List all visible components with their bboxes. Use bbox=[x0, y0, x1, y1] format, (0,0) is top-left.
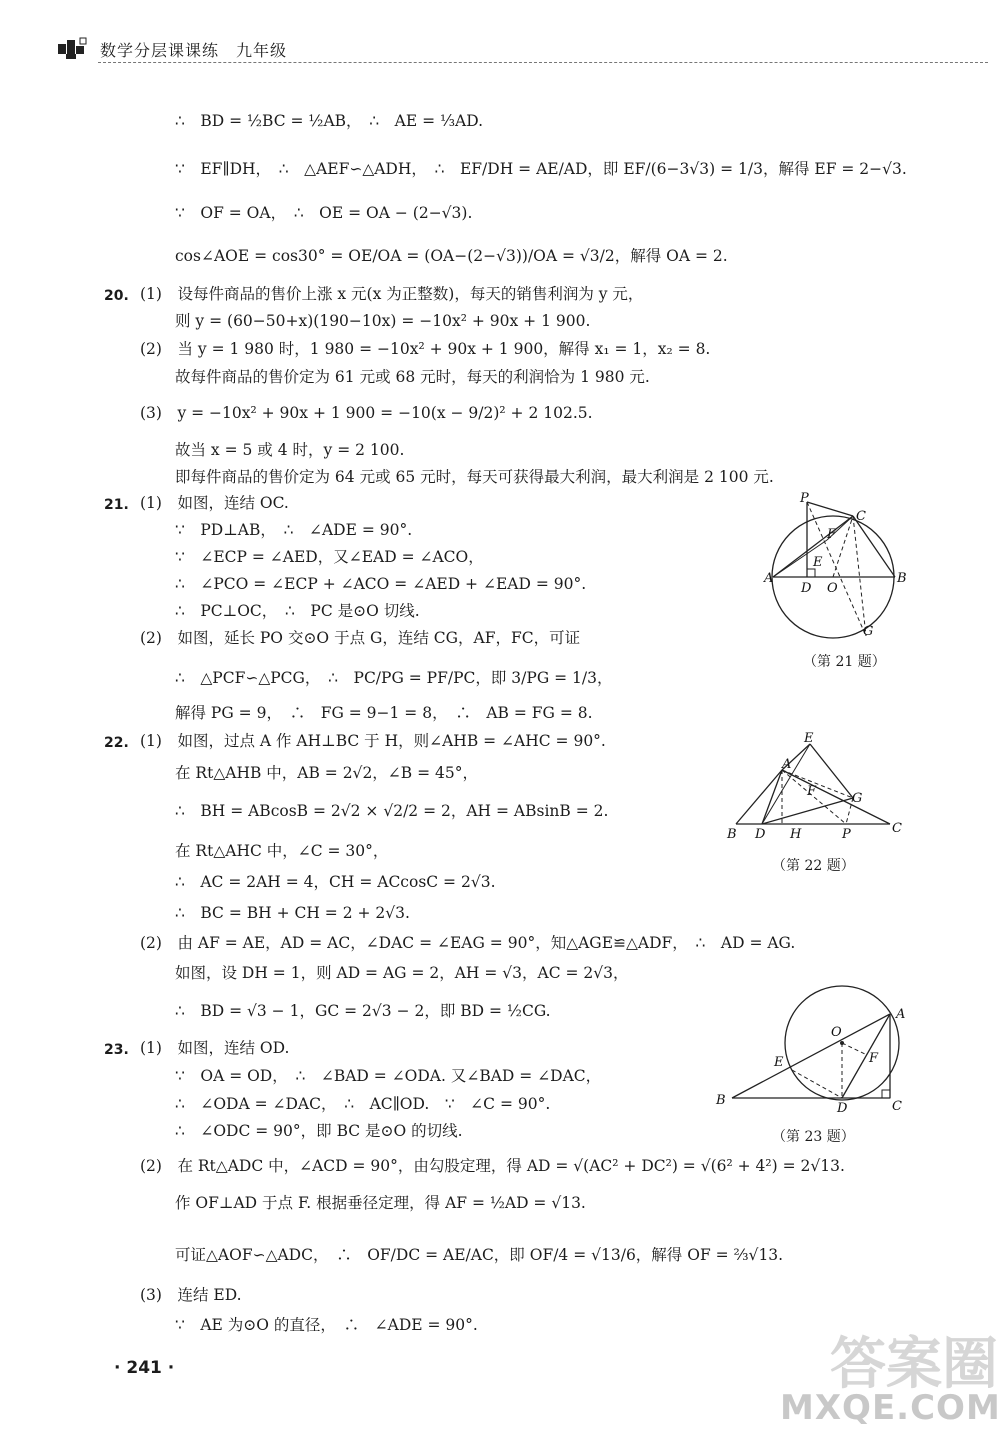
point-label: F bbox=[827, 527, 837, 542]
text-line: ∴ BC = BH + CH = 2 + 2√3. bbox=[175, 904, 410, 922]
point-label: H bbox=[790, 827, 802, 842]
text-line: ∵ AE 为⊙O 的直径， ∴ ∠ADE = 90°. bbox=[175, 1316, 478, 1334]
point-label: C bbox=[892, 821, 902, 836]
problem-number: 21. bbox=[104, 497, 129, 513]
watermark-logo: 答案圈 bbox=[830, 1332, 998, 1397]
text-line: 即每件商品的售价定为 64 元或 65 元时，每天可获得最大利润，最大利润是 2 100 元. bbox=[175, 468, 774, 486]
text-line: ∵ PD⊥AB， ∴ ∠ADE = 90°. bbox=[175, 521, 413, 539]
text-line: ∴ ∠ODA = ∠DAC， ∴ AC∥OD. ∵ ∠C = 90°. bbox=[175, 1095, 551, 1113]
text-line: 故每件商品的售价定为 61 元或 68 元时，每天的利润恰为 1 980 元. bbox=[175, 368, 650, 386]
text-line: ∵ ∠ECP = ∠AED，又∠EAD = ∠ACO， bbox=[175, 548, 484, 566]
text-line: 故当 x = 5 或 4 时，y = 2 100. bbox=[175, 441, 405, 459]
text-line: (3) y = −10x² + 90x + 1 900 = −10(x − 9/2)² + 2 102.5. bbox=[140, 404, 593, 422]
figure-23-diagram bbox=[712, 990, 912, 1120]
point-label: A bbox=[764, 571, 774, 586]
text-line: 在 Rt△AHB 中，AB = 2√2，∠B = 45°， bbox=[175, 764, 478, 782]
figure-21-caption: （第 21 题） bbox=[803, 654, 886, 670]
text-line: (1) 设每件商品的售价上涨 x 元(x 为正整数)，每天的销售利润为 y 元， bbox=[140, 285, 644, 303]
point-label: P bbox=[842, 827, 851, 842]
point-label: C bbox=[892, 1099, 902, 1114]
text-line: 可证△AOF∽△ADC， ∴ OF/DC = AE/AC，即 OF/4 = √13/6，解得 OF = ⅔√13. bbox=[175, 1246, 784, 1264]
text-line: ∴ △PCF∽△PCG， ∴ PC/PG = PF/PC，即 3/PG = 1/3， bbox=[175, 669, 613, 687]
text-line: ∴ ∠ODC = 90°，即 BC 是⊙O 的切线. bbox=[175, 1122, 463, 1140]
text-line: (2) 由 AF = AE，AD = AC，∠DAC = ∠EAG = 90°，知△AGE≌△ADF， ∴ AD = AG. bbox=[140, 934, 796, 952]
figure-22-diagram bbox=[722, 732, 912, 844]
text-line: (2) 在 Rt△ADC 中，∠ACD = 90°，由勾股定理，得 AD = √(AC² + DC²) = √(6² + 4²) = 2√13. bbox=[140, 1157, 845, 1175]
point-label: F bbox=[807, 784, 817, 799]
point-label: B bbox=[897, 571, 907, 586]
point-label: G bbox=[863, 624, 874, 639]
book-logo-icon bbox=[58, 38, 90, 60]
text-line: 在 Rt△AHC 中，∠C = 30°， bbox=[175, 842, 389, 860]
text-line: 作 OF⊥AD 于点 F. 根据垂径定理，得 AF = ½AD = √13. bbox=[175, 1194, 586, 1212]
point-label: D bbox=[801, 581, 812, 596]
text-line: 如图，设 DH = 1，则 AD = AG = 2，AH = √3，AC = 2√3， bbox=[175, 964, 629, 982]
text-line: (1) 如图，过点 A 作 AH⊥BC 于 H，则∠AHB = ∠AHC = 90°. bbox=[140, 732, 606, 750]
problem-number: 23. bbox=[104, 1042, 129, 1058]
point-label: P bbox=[800, 491, 809, 506]
point-label: A bbox=[896, 1007, 906, 1022]
page-header bbox=[58, 36, 988, 66]
point-label: F bbox=[869, 1051, 879, 1066]
point-label: C bbox=[856, 509, 866, 524]
text-line: ∴ BD = ½BC = ½AB， ∴ AE = ⅓AD. bbox=[175, 112, 484, 130]
text-line: ∴ AC = 2AH = 4，CH = ACcosC = 2√3. bbox=[175, 873, 496, 891]
text-line: (1) 如图，连结 OD. bbox=[140, 1039, 290, 1057]
figure-21-diagram bbox=[765, 490, 915, 650]
text-line: (3) 连结 ED. bbox=[140, 1286, 242, 1304]
point-label: O bbox=[827, 581, 838, 596]
text-line: ∴ PC⊥OC， ∴ PC 是⊙O 切线. bbox=[175, 602, 420, 620]
figure-23-caption: （第 23 题） bbox=[772, 1129, 855, 1145]
header-divider bbox=[98, 62, 988, 63]
point-label: E bbox=[804, 731, 814, 746]
problem-number: 20. bbox=[104, 288, 129, 304]
header-title: 数学分层课课练 九年级 bbox=[100, 41, 288, 60]
text-line: 解得 PG = 9， ∴ FG = 9−1 = 8， ∴ AB = FG = 8. bbox=[175, 704, 593, 722]
text-line: cos∠AOE = cos30° = OE/OA = (OA−(2−√3))/OA = √3/2，解得 OA = 2. bbox=[175, 247, 728, 265]
text-line: (2) 当 y = 1 980 时，1 980 = −10x² + 90x + 1 900，解得 x₁ = 1，x₂ = 8. bbox=[140, 340, 711, 358]
text-line: ∴ ∠PCO = ∠ECP + ∠ACO = ∠AED + ∠EAD = 90°. bbox=[175, 575, 587, 593]
point-label: B bbox=[727, 827, 737, 842]
problem-number: 22. bbox=[104, 735, 129, 751]
point-label: D bbox=[755, 827, 766, 842]
point-label: O bbox=[831, 1025, 842, 1040]
text-line: ∵ EF∥DH， ∴ △AEF∽△ADH， ∴ EF/DH = AE/AD，即 EF/(6−3√3) = 1/3，解得 EF = 2−√3. bbox=[175, 160, 907, 178]
text-line: ∴ BD = √3 − 1，GC = 2√3 − 2，即 BD = ½CG. bbox=[175, 1002, 551, 1020]
watermark-text: MXQE.COM bbox=[780, 1388, 1001, 1428]
point-label: A bbox=[782, 757, 792, 772]
point-label: B bbox=[716, 1093, 726, 1108]
point-label: D bbox=[837, 1101, 848, 1116]
text-line: ∵ OA = OD， ∴ ∠BAD = ∠ODA. 又∠BAD = ∠DAC， bbox=[175, 1067, 602, 1085]
point-label: G bbox=[852, 791, 863, 806]
point-label: E bbox=[813, 555, 823, 570]
text-line: ∵ OF = OA， ∴ OE = OA − (2−√3). bbox=[175, 204, 473, 222]
text-line: ∴ BH = ABcosB = 2√2 × √2/2 = 2，AH = ABsinB = 2. bbox=[175, 802, 609, 820]
text-line: (2) 如图，延长 PO 交⊙O 于点 G，连结 CG，AF，FC，可证 bbox=[140, 629, 581, 647]
text-line: (1) 如图，连结 OC. bbox=[140, 494, 289, 512]
figure-22-caption: （第 22 题） bbox=[772, 858, 855, 874]
point-label: E bbox=[774, 1055, 784, 1070]
text-line: 则 y = (60−50+x)(190−10x) = −10x² + 90x + 1 900. bbox=[175, 312, 591, 330]
page-number: · 241 · bbox=[114, 1358, 175, 1378]
